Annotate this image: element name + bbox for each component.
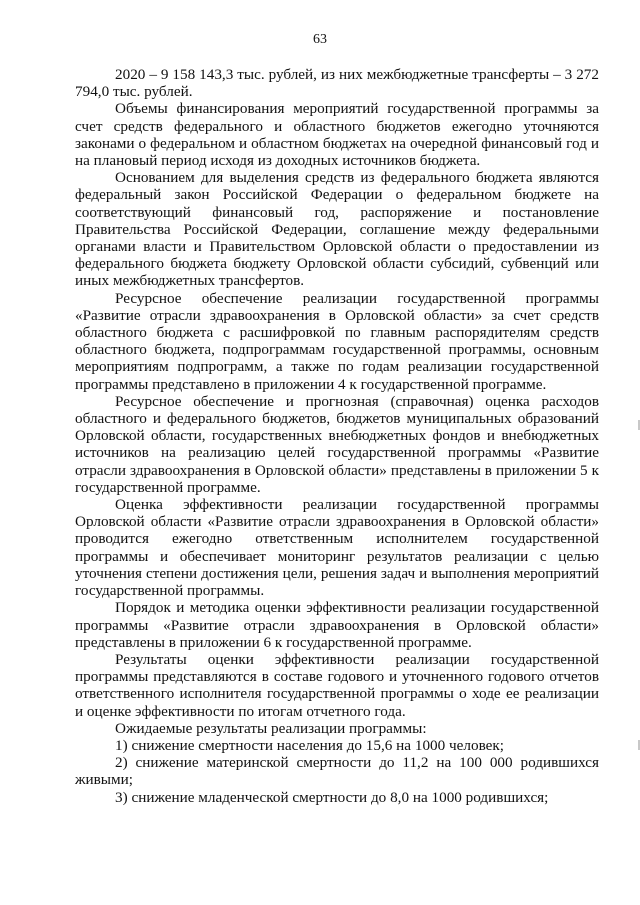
paragraph-efficiency-evaluation: Оценка эффективности реализации государственной программы Орловской области «Развитие отрасли здравоохранения в Орловской области» проводится ежегодно ответственным исполнителем государственной программы и обеспечивает мониторинг результатов реализации с целью уточнения степени достижения цели, решения задач и выполнения мероприятий государственной программы. xyxy=(75,496,599,600)
list-item-infant-mortality: 3) снижение младенческой смертности до 8,0 на 1000 родившихся; xyxy=(115,788,549,806)
paragraph-budget-2020: 2020 – 9 158 143,3 тыс. рублей, из них межбюджетные трансферты – 3 272 794,0 тыс. рублей. xyxy=(75,66,599,101)
paragraph-federal-basis: Основанием для выделения средств из федерального бюджета являются федеральный закон Российской Федерации о федеральном бюджете на соответствующий финансовый год, распоряжение и постановление Правительства Российской Федерации, соглашение между федеральными органами власти и Правительством Орловской области о предоставлении из федерального бюджета бюджету Орловской области субсидий, субвенций или иных межбюджетных трансфертов. xyxy=(75,169,599,290)
paragraph-evaluation-results: Результаты оценки эффективности реализации государственной программы представляются в составе годового и уточненного годового отчетов ответственного исполнителя государственной программы о ходе ее реализации и оценке эффективности по итогам отчетного года. xyxy=(75,650,599,720)
paragraph-regional-resources: Ресурсное обеспечение реализации государственной программы «Развитие отрасли здравоохранения в Орловской области» за счет средств областного бюджета с расшифровкой по главным распорядителям средств областного бюджета, подпрограммам государственной программы, основным мероприятиям подпрограмм, а также по годам реализации государственной программы представлено в приложении 4 к государственной программе. xyxy=(75,289,599,393)
list-item-maternal-mortality: 2) снижение материнской смертности до 11,2 на 100 000 родившихся живыми; xyxy=(75,754,599,789)
paragraph-funding-volumes: Объемы финансирования мероприятий государственной программы за счет средств федерального и областного бюджетов ежегодно уточняются законами о федеральном и областном бюджетах на очередной финансовый год и на плановый период исходя из доходных источников бюджета. xyxy=(75,100,599,170)
document-body xyxy=(75,66,599,806)
page-number: 63 xyxy=(313,32,327,47)
paragraph-methodology: Порядок и методика оценки эффективности реализации государственной программы «Развитие отрасли здравоохранения в Орловской области» представлены в приложении 6 к государственной программе. xyxy=(75,599,599,651)
paragraph-forecast-estimate: Ресурсное обеспечение и прогнозная (справочная) оценка расходов областного и федерального бюджетов, бюджетов муниципальных образований Орловской области, государственных внебюджетных фондов и внебюджетных источников на реализацию целей государственной программы «Развитие отрасли здравоохранения в Орловской области» представлены в приложении 5 к государственной программе. xyxy=(75,392,599,496)
list-item-mortality: 1) снижение смертности населения до 15,6 на 1000 человек; xyxy=(115,736,504,754)
paragraph-expected-results: Ожидаемые результаты реализации программы: xyxy=(115,719,427,737)
